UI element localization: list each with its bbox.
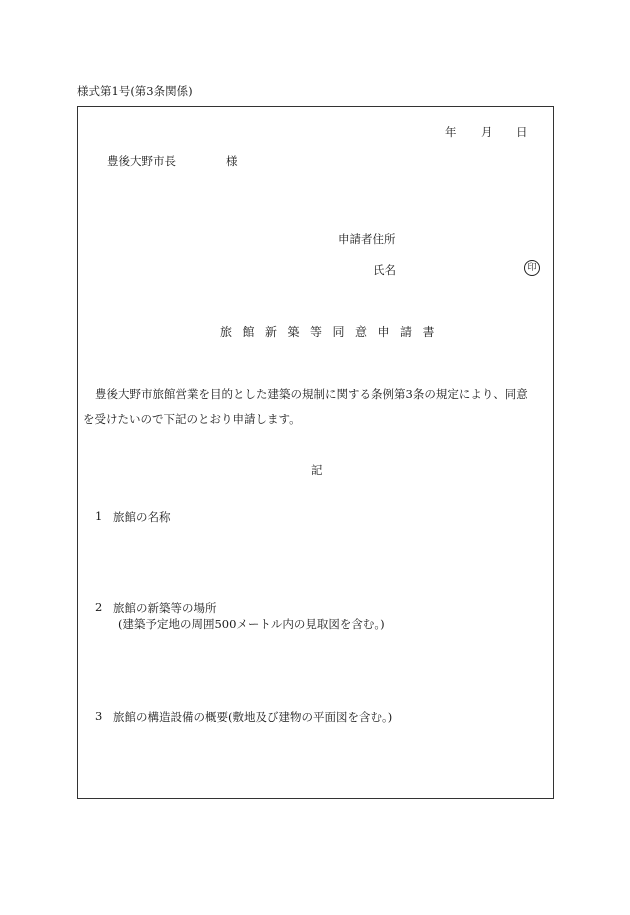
ki-heading: 記 — [311, 463, 323, 477]
applicant-address-label: 申請者住所 — [338, 232, 396, 246]
honorific: 様 — [226, 154, 238, 168]
item-1-number: 1 — [95, 509, 103, 523]
item-3-label: 旅館の構造設備の概要(敷地及び建物の平面図を含む。) — [113, 710, 393, 724]
addressee: 豊後大野市長 — [107, 154, 176, 168]
applicant-name-label: 氏名 — [373, 263, 396, 277]
seal-mark: 印 — [524, 260, 540, 276]
form-number-label: 様式第1号(第3条関係) — [77, 84, 193, 98]
form-frame — [77, 106, 554, 799]
item-2-note: (建築予定地の周囲500メートル内の見取図を含む。) — [118, 617, 385, 631]
application-body — [83, 382, 553, 432]
body-line-1-text: 豊後大野市旅館営業を目的とした建築の規制に関する条例第3条の規定により、同意 — [95, 387, 528, 401]
date-year-label: 年 — [445, 125, 457, 139]
document-title: 旅館新築等同意申請書 — [220, 325, 446, 339]
date-month-label: 月 — [481, 125, 493, 139]
item-2-label: 旅館の新築等の場所 — [113, 601, 217, 615]
item-1-label: 旅館の名称 — [113, 510, 171, 524]
body-line-2: を受けたいので下記のとおり申請します。 — [83, 412, 301, 426]
item-2-number: 2 — [95, 600, 103, 614]
body-line-1 — [83, 382, 553, 407]
item-3-number: 3 — [95, 709, 103, 723]
date-day-label: 日 — [516, 125, 528, 139]
